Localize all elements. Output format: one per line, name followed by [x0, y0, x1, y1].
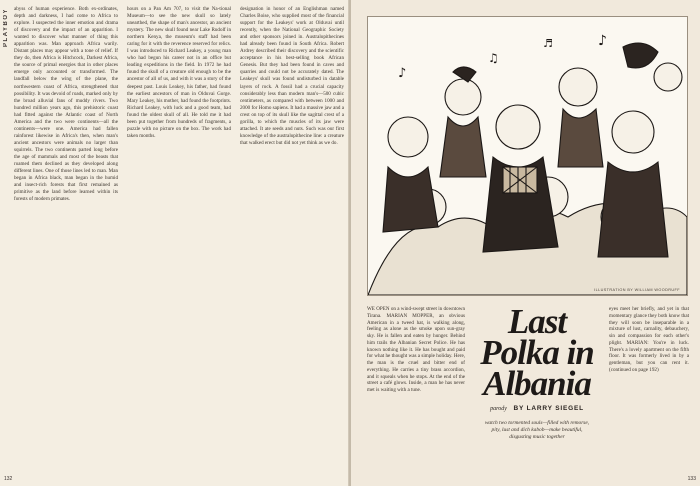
left-page [0, 0, 349, 486]
title-line-1: Last [507, 302, 567, 341]
body-text: WE OPEN on a wind-swept street in downtown Tirana. MARIAN MOPPER, an obvious American in a tweed hat, is walking along, feeling as alone as the smoke upon sun-gray sky. He is fallen and eaten by hunger. Behind him trails the Albanian Secret Police. He has known nothing like it. He has bought and paid for what he thought was a simple holiday. Here, the man is the cruel and bitter end of everything. He carries a tiny brass accordion, and it squeals when he stops. At the end of the street a café glows. Inside, a man he has never met is waiting with a tune. [367, 306, 465, 393]
body-text: eyes meet her briefly, and yet in that momentary glance they both know that they will soon be inseparable in a mixture of lust, carnality, debauchery, sin and compassion for each other's plight. MARIAN: You're in luck. There's a lovely apartment on the fifth floor. It was formerly lived in by a gentleman, but you can rent it. (continued on page 192) [609, 306, 689, 373]
page-number-right: 133 [687, 476, 696, 482]
svg-text:♫: ♫ [488, 51, 499, 65]
svg-text:♬: ♬ [543, 37, 553, 50]
illustration-drawing [368, 17, 687, 295]
article-text-column-1 [367, 306, 465, 466]
article-title [471, 302, 603, 403]
article-deck: watch two tormented souls—filled with remorse, pity, lust and dich kabob—make beautiful, disgusting music together [484, 420, 590, 440]
title-line-2: Polka in [480, 333, 594, 372]
right-page [351, 0, 700, 486]
section-label: PLAYBOY [3, 8, 9, 47]
byline-author: BY LARRY SIEGEL [513, 405, 584, 412]
page-number-left: 132 [4, 476, 13, 482]
text-column-3 [240, 6, 344, 468]
svg-text:♪: ♪ [598, 33, 607, 49]
svg-text:♪: ♪ [398, 66, 407, 81]
illustration-credit: ILLUSTRATION BY WILLIAM WOODRUFF [594, 288, 680, 292]
body-text: designation in honor of an Englishman named Charles Boise, who supplied most of the financial support for the Leakeys' work at Olduvai until recently, when the National Geographic Society and other sponsors joined in. Australopithecines had already been found in South Africa. Robert Ardrey described their discovery and the scientific acceptance in his best-selling book African Genesis. But they had been found in caves and quarries and could not be accurately dated. The Leakeys' skull was found undisturbed in datable layers of rock. A fossil had a crucial capacity considerably less than modern man's—500 cubic centimeters, as compared with between 1000 and 2000 for Homo sapiens. It had a massive jaw and a crest on top of its skull like the sagittal crest of a gorilla, to which the muscles of its jaw were attached. It ate seeds and nuts. Such was our first knowledge of the australopithecine line: a creature that walked erect but did not yet think as we do. [240, 6, 344, 146]
text-column-1 [14, 6, 118, 468]
text-column-2 [127, 6, 231, 468]
body-text: abyss of human experience. Both ex-ordinates, depth and darkness, I had come to Africa to explore. I suspected the inner emotion and drama of discovery and the impact of an apparition. I wanted to discover what manner of thing this apparition was. Man approach Africa warily. Distant places may appear with a tone of relief. If they do, then Africa is Hitchcock, Darkest Africa, the source of primal energies that in other places emerge only accounted or transformed. The landfall below the wing of the plane, the northwestern coast of Africa, strengthened that possibility. It was devoid of roads, marked only by the broad alluvial fans of muddy rivers. Two hundred million years ago, this prehistoric coast had fitted against the Atlantic coast of North America and the two were continents—all the continents—were one. America had fallen rainforest likewise in Africa's then, when man's ancient ancestors were animals no larger than squirrels. The two continents parted long before the age of mammals and most of the beasts that roamed them declined as they developed along different lines. One of those lines led to man. Man began in Africa black, man began in the humid and insect-rich forests that first remained as primitive as the land before learned within its forests of modern primates. [14, 6, 118, 203]
article-title-block [471, 302, 603, 441]
title-line-3: Albania [483, 364, 591, 403]
article-text-column-2 [609, 306, 689, 466]
byline-prefix: parody [490, 406, 507, 412]
body-text: hours on a Pan Am 707, to visit the Na-tional Museum—to see the new skull so lately unearthed, the shape of man's ancestor, an ancient mystery. The new skull found near Lake Rudolf in northern Kenya, the museum's staff had been caring for it with the reverence reserved for relics. I was introduced to Richard Leakey, a young man who had begun his career not in an office but leading expeditions in the field. In 1972 he had found the skull of a creature old enough to be the ancestor of all of us, and with it was a story of the deepest past. Louis Leakey, his father, had found the earliest ancestors of man in Olduvai Gorge. Mary Leakey, his mother, had found the footprints. Richard Leakey, with luck and a good team, had found the oldest skull of all. He told me it had been put together from hundreds of fragments, a puzzle with no picture on the box. The work had taken months. [127, 6, 231, 139]
byline [471, 405, 603, 412]
illustration [367, 16, 688, 296]
left-page-columns [14, 6, 344, 468]
